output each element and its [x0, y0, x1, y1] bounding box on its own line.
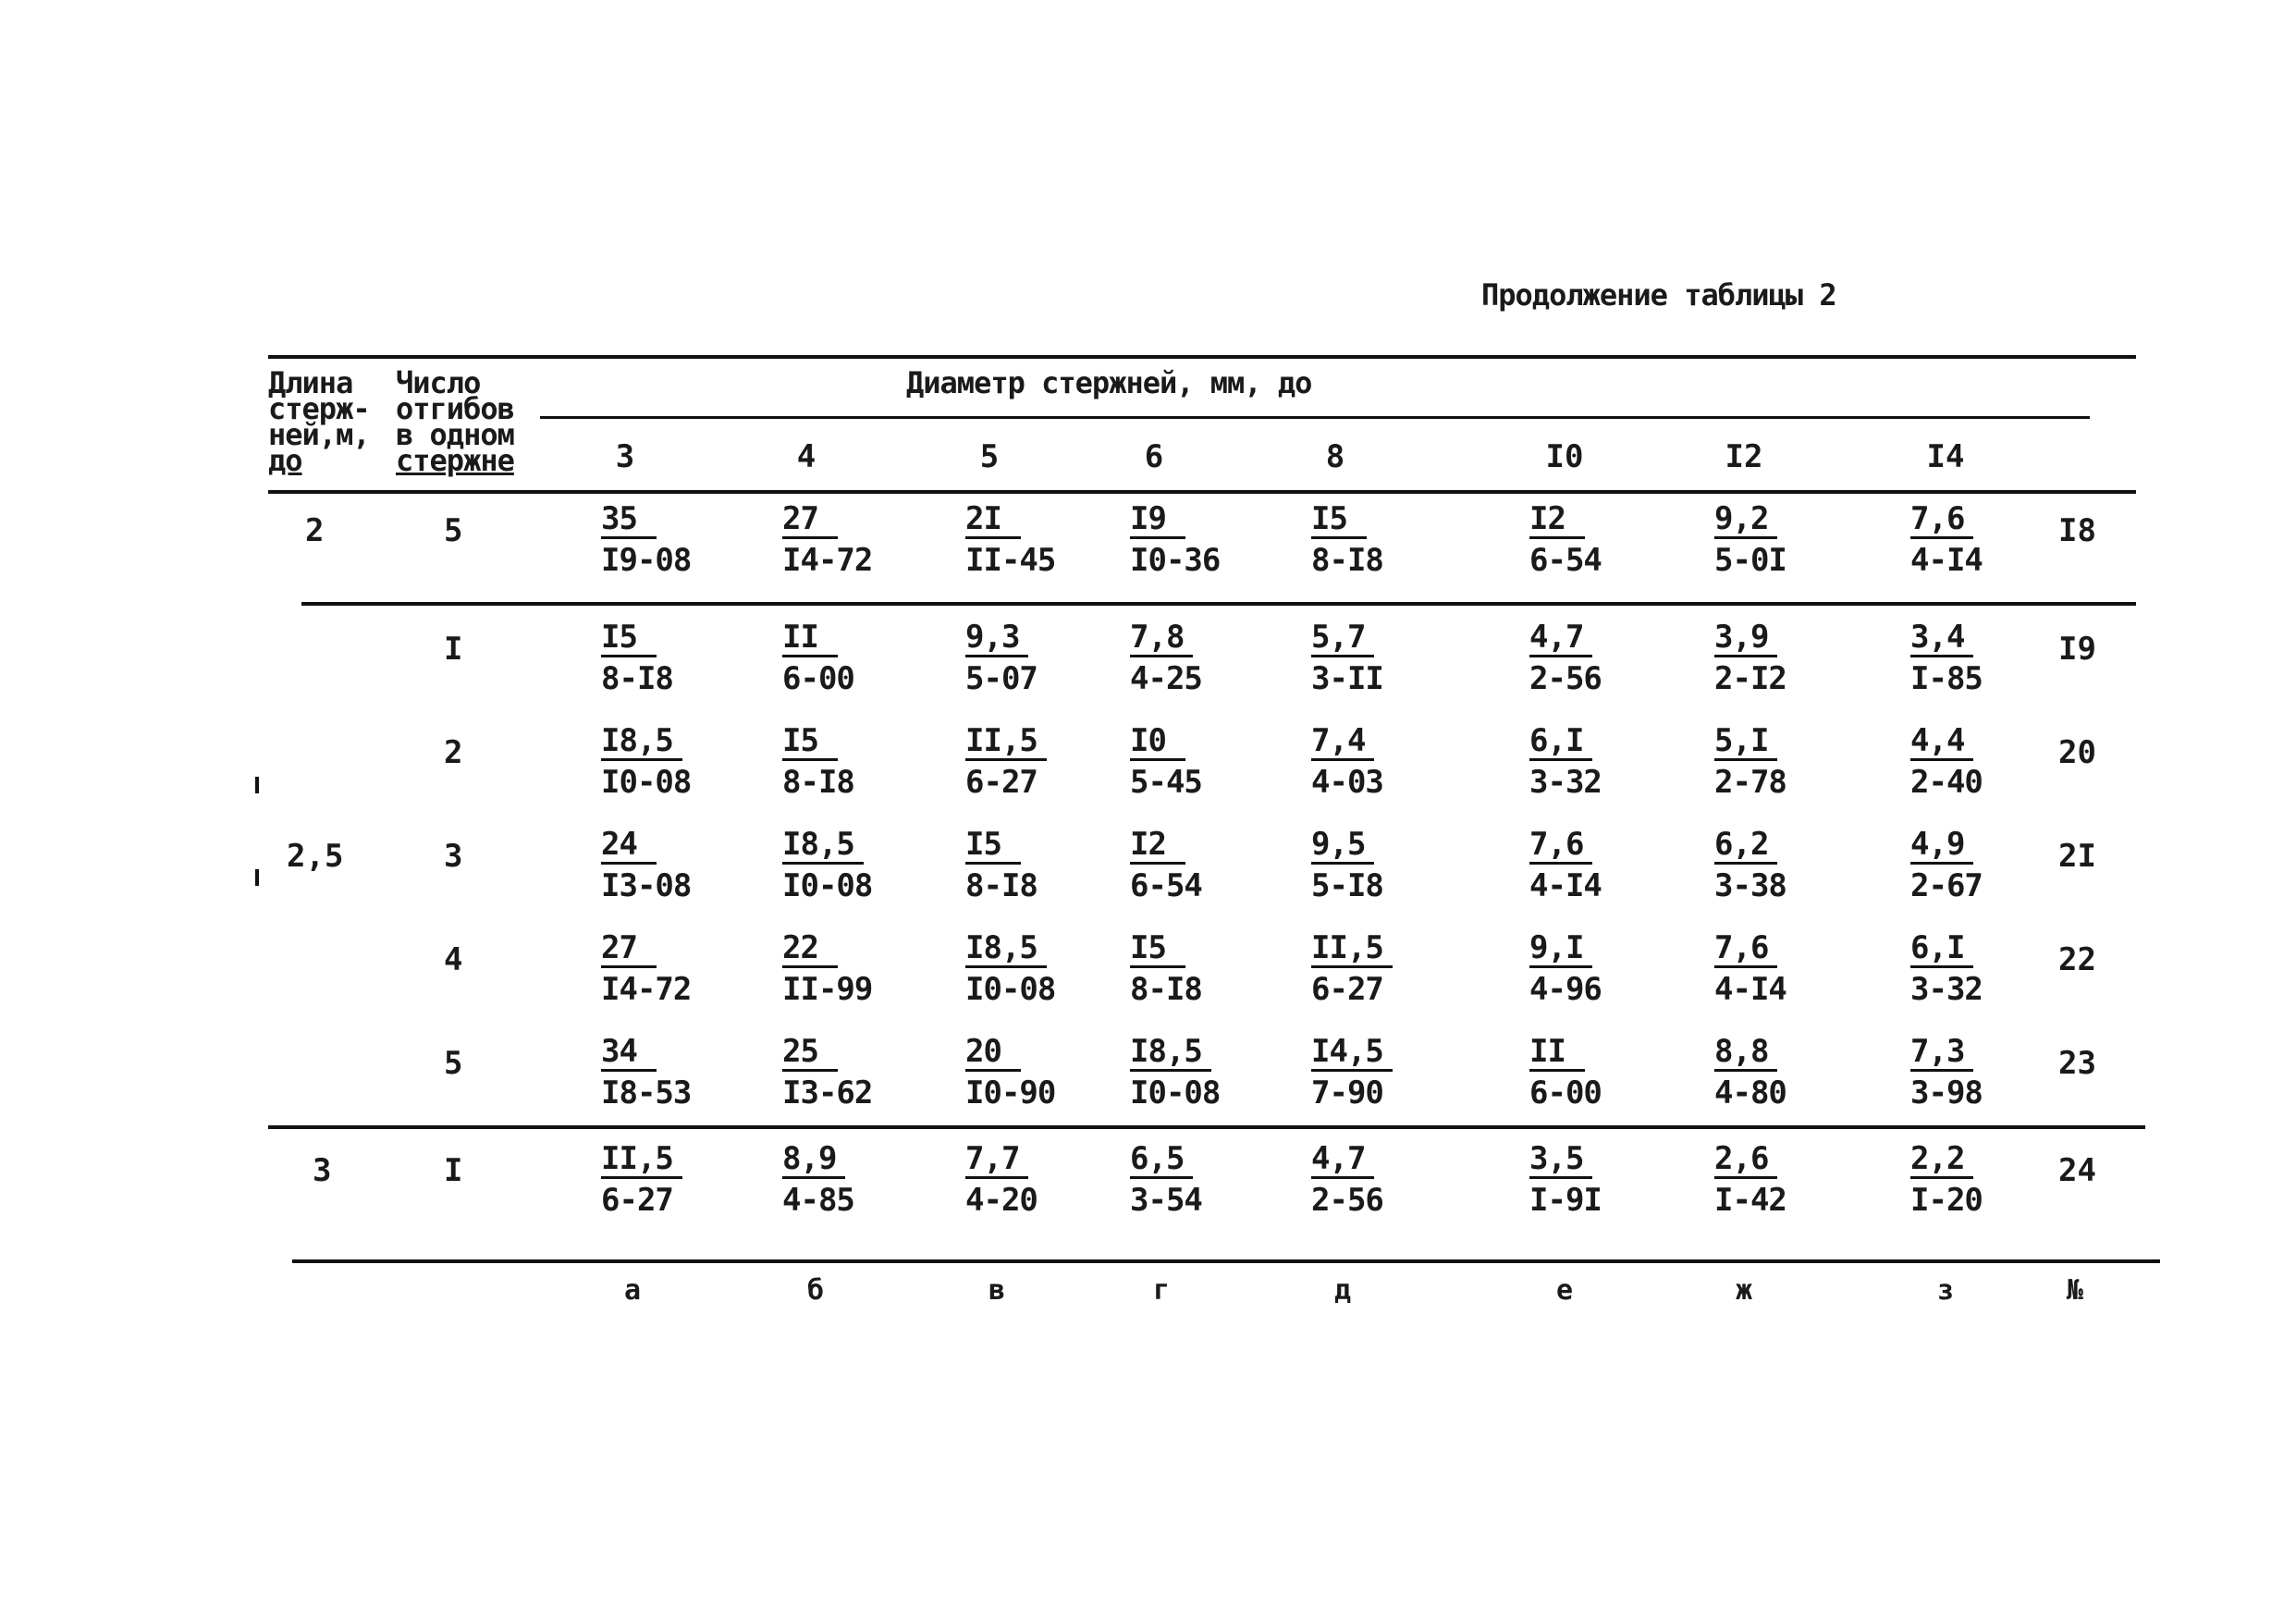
table-cell	[1910, 929, 1983, 1008]
table-cell	[1311, 1140, 1383, 1219]
cell-denominator: 4-96	[1529, 971, 1602, 1008]
cell-denominator: I3-62	[782, 1075, 873, 1111]
cell-numerator: 6,I	[1910, 932, 1973, 968]
column-letter-b: б	[806, 1274, 825, 1307]
cell-denominator: 4-80	[1714, 1075, 1786, 1111]
cell-denominator: 6-54	[1529, 542, 1602, 579]
cell-numerator: I2	[1529, 503, 1585, 539]
table-cell	[1529, 1033, 1602, 1111]
table-cell	[1529, 500, 1602, 579]
cell-denominator: 4-03	[1311, 764, 1383, 801]
diameter-col-3: 5	[979, 438, 1000, 475]
table-cell	[965, 619, 1037, 697]
row-number: 22	[2058, 941, 2096, 978]
table-cell	[965, 722, 1047, 801]
table-cell	[1130, 929, 1202, 1008]
cell-denominator: 5-45	[1130, 764, 1202, 801]
cell-denominator: I-85	[1910, 660, 1983, 697]
cell-numerator: II	[782, 621, 838, 657]
cell-numerator: 9,3	[965, 621, 1028, 657]
cell-denominator: II-99	[782, 971, 873, 1008]
table-cell	[1714, 722, 1786, 801]
table-cell	[601, 1033, 692, 1111]
cell-numerator: 3,5	[1529, 1143, 1592, 1179]
row-bends: 2	[444, 734, 463, 771]
column-letter-zh: ж	[1735, 1274, 1753, 1307]
cell-denominator: 2-56	[1311, 1182, 1383, 1219]
row-bends: 5	[444, 1045, 463, 1082]
row-number: 24	[2058, 1152, 2096, 1189]
cell-denominator: 3-54	[1130, 1182, 1202, 1219]
row-number: 20	[2058, 734, 2096, 771]
table-cell	[1130, 722, 1202, 801]
cell-denominator: I9-08	[601, 542, 692, 579]
table-cell	[1910, 500, 1983, 579]
table-cell	[1311, 722, 1383, 801]
cell-numerator: I5	[965, 829, 1021, 865]
column-letter-g: г	[1152, 1274, 1171, 1307]
cell-denominator: 6-27	[1311, 971, 1383, 1008]
diameter-col-8: I4	[1926, 438, 1965, 475]
table-cell	[782, 722, 854, 801]
table-cell	[1529, 929, 1602, 1008]
row-length: 2	[305, 512, 325, 549]
table-cell	[1130, 1033, 1221, 1111]
table-cell	[1714, 500, 1786, 579]
table-cell	[965, 826, 1037, 904]
section-rule-2	[268, 1125, 2145, 1129]
table-cell	[601, 1140, 682, 1219]
diameter-col-6: I0	[1545, 438, 1584, 475]
column-letter-v: в	[988, 1274, 1006, 1307]
table-cell	[1714, 1033, 1786, 1111]
column-letter-z: з	[1936, 1274, 1955, 1307]
cell-denominator: 6-27	[965, 764, 1037, 801]
cell-numerator: 7,6	[1529, 829, 1592, 865]
cell-numerator: 2I	[965, 503, 1021, 539]
cell-denominator: I-9I	[1529, 1182, 1602, 1219]
cell-numerator: I4,5	[1311, 1036, 1393, 1072]
cell-denominator: 5-I8	[1311, 867, 1383, 904]
table-cell	[1910, 722, 1983, 801]
diameter-col-4: 6	[1144, 438, 1164, 475]
cell-denominator: 4-25	[1130, 660, 1202, 697]
table-cell	[782, 619, 854, 697]
row-bends: 4	[444, 941, 463, 978]
cell-denominator: 8-I8	[782, 764, 854, 801]
table-cell	[601, 722, 692, 801]
table-cell	[965, 500, 1056, 579]
cell-numerator: II,5	[601, 1143, 682, 1179]
section-rule-1	[301, 602, 2136, 606]
cell-numerator: 24	[601, 829, 657, 865]
cell-denominator: 3-32	[1910, 971, 1983, 1008]
cell-denominator: 6-54	[1130, 867, 1202, 904]
cell-numerator: 7,7	[965, 1143, 1028, 1179]
row-bends: I	[444, 631, 463, 668]
cell-denominator: I0-36	[1130, 542, 1221, 579]
table-cell	[1311, 929, 1393, 1008]
cell-denominator: 2-67	[1910, 867, 1983, 904]
cell-denominator: 3-32	[1529, 764, 1602, 801]
cell-denominator: 6-00	[782, 660, 854, 697]
cell-denominator: 5-0I	[1714, 542, 1786, 579]
cell-numerator: 27	[601, 932, 657, 968]
column-letter-d: д	[1333, 1274, 1352, 1307]
cell-numerator: 7,6	[1714, 932, 1777, 968]
cell-denominator: 6-00	[1529, 1075, 1602, 1111]
cell-numerator: II,5	[965, 725, 1047, 761]
table-cell	[782, 500, 873, 579]
table-cell	[782, 826, 873, 904]
header-length: Длина стерж- ней,м, до	[268, 365, 370, 478]
table-cell	[601, 929, 692, 1008]
cell-numerator: 7,4	[1311, 725, 1374, 761]
cell-denominator: I0-90	[965, 1075, 1056, 1111]
diameter-col-7: I2	[1725, 438, 1763, 475]
table-cell	[965, 1140, 1037, 1219]
cell-numerator: 5,I	[1714, 725, 1777, 761]
cell-numerator: II	[1529, 1036, 1585, 1072]
diameter-col-1: 3	[615, 438, 635, 475]
cell-numerator: I8,5	[1130, 1036, 1211, 1072]
table-cell	[1130, 1140, 1202, 1219]
cell-numerator: I5	[1311, 503, 1367, 539]
table-cell	[1529, 1140, 1602, 1219]
cell-numerator: 35	[601, 503, 657, 539]
table-cell	[965, 929, 1056, 1008]
cell-denominator: 8-I8	[1311, 542, 1383, 579]
cell-numerator: 7,3	[1910, 1036, 1973, 1072]
header-bottom-rule	[268, 490, 2136, 494]
cell-numerator: 4,7	[1529, 621, 1592, 657]
row-bends: 3	[444, 838, 463, 875]
cell-numerator: 8,9	[782, 1143, 845, 1179]
table-cell	[1130, 826, 1202, 904]
cell-numerator: 9,I	[1529, 932, 1592, 968]
cell-denominator: 4-I4	[1714, 971, 1786, 1008]
cell-denominator: I0-08	[1130, 1075, 1221, 1111]
cell-numerator: 25	[782, 1036, 838, 1072]
cell-numerator: 6,2	[1714, 829, 1777, 865]
column-letter-a: а	[623, 1274, 642, 1307]
cell-numerator: 9,2	[1714, 503, 1777, 539]
cell-denominator: 8-I8	[601, 660, 673, 697]
table-cell	[1311, 619, 1383, 697]
table-caption: Продолжение таблицы 2	[1481, 277, 1836, 313]
cell-numerator: 2,2	[1910, 1143, 1973, 1179]
table-cell	[1714, 1140, 1786, 1219]
cell-denominator: 2-56	[1529, 660, 1602, 697]
row-bends: 5	[444, 512, 463, 549]
table-cell	[782, 1033, 873, 1111]
brace-tick-bottom	[255, 869, 259, 886]
cell-numerator: 20	[965, 1036, 1021, 1072]
table-cell	[782, 929, 873, 1008]
cell-denominator: 7-90	[1311, 1075, 1383, 1111]
table-cell	[1311, 1033, 1393, 1111]
cell-numerator: 7,8	[1130, 621, 1193, 657]
cell-denominator: II-45	[965, 542, 1056, 579]
bottom-rule	[292, 1259, 2160, 1263]
cell-numerator: 2,6	[1714, 1143, 1777, 1179]
cell-denominator: I4-72	[782, 542, 873, 579]
table-cell	[1910, 1033, 1983, 1111]
cell-denominator: 5-07	[965, 660, 1037, 697]
cell-numerator: 4,9	[1910, 829, 1973, 865]
cell-denominator: 3-II	[1311, 660, 1383, 697]
cell-numerator: II,5	[1311, 932, 1393, 968]
table-cell	[601, 826, 692, 904]
cell-numerator: 22	[782, 932, 838, 968]
cell-denominator: 4-I4	[1529, 867, 1602, 904]
cell-denominator: 2-I2	[1714, 660, 1786, 697]
table-cell	[1910, 826, 1983, 904]
cell-denominator: I8-53	[601, 1075, 692, 1111]
row-number: 2I	[2058, 838, 2096, 875]
cell-numerator: 5,7	[1311, 621, 1374, 657]
table-cell	[601, 500, 692, 579]
row-length: 2,5	[287, 838, 344, 875]
cell-numerator: I5	[601, 621, 657, 657]
cell-numerator: 6,I	[1529, 725, 1592, 761]
row-number: I9	[2058, 631, 2096, 668]
cell-numerator: I5	[1130, 932, 1185, 968]
top-rule	[268, 355, 2136, 359]
cell-numerator: I5	[782, 725, 838, 761]
table-cell	[1714, 929, 1786, 1008]
diameter-col-2: 4	[796, 438, 816, 475]
cell-numerator: 3,4	[1910, 621, 1973, 657]
cell-denominator: I3-08	[601, 867, 692, 904]
cell-denominator: 2-78	[1714, 764, 1786, 801]
cell-numerator: 6,5	[1130, 1143, 1193, 1179]
cell-denominator: 8-I8	[965, 867, 1037, 904]
diameter-col-5: 8	[1325, 438, 1345, 475]
cell-denominator: I-42	[1714, 1182, 1786, 1219]
table-cell	[1529, 619, 1602, 697]
cell-numerator: I0	[1130, 725, 1185, 761]
table-cell	[782, 1140, 854, 1219]
cell-numerator: 4,7	[1311, 1143, 1374, 1179]
cell-denominator: 8-I8	[1130, 971, 1202, 1008]
cell-numerator: 27	[782, 503, 838, 539]
cell-denominator: I-20	[1910, 1182, 1983, 1219]
cell-denominator: 4-20	[965, 1182, 1037, 1219]
column-letter-e: е	[1555, 1274, 1574, 1307]
cell-numerator: I8,5	[965, 932, 1047, 968]
diameter-underline	[540, 416, 2090, 419]
cell-denominator: 2-40	[1910, 764, 1983, 801]
table-cell	[1910, 1140, 1983, 1219]
brace-tick-top	[255, 777, 259, 793]
cell-denominator: I4-72	[601, 971, 692, 1008]
table-cell	[1311, 826, 1383, 904]
table-cell	[601, 619, 673, 697]
header-bends: Число отгибов в одном стержне	[396, 365, 514, 478]
cell-denominator: 4-85	[782, 1182, 854, 1219]
cell-numerator: 34	[601, 1036, 657, 1072]
table-cell	[1714, 826, 1786, 904]
cell-denominator: 3-98	[1910, 1075, 1983, 1111]
table-cell	[1529, 722, 1602, 801]
cell-numerator: I2	[1130, 829, 1185, 865]
cell-numerator: 7,6	[1910, 503, 1973, 539]
table-cell	[1130, 500, 1221, 579]
table-cell	[1714, 619, 1786, 697]
cell-numerator: 4,4	[1910, 725, 1973, 761]
row-length: 3	[313, 1152, 332, 1189]
header-diameter: Диаметр стержней, мм, до	[906, 365, 1312, 400]
column-letter-number: №	[2066, 1274, 2084, 1307]
cell-numerator: I8,5	[601, 725, 682, 761]
table-cell	[1130, 619, 1202, 697]
row-bends: I	[444, 1152, 463, 1189]
cell-numerator: I9	[1130, 503, 1185, 539]
table-cell	[1529, 826, 1602, 904]
cell-numerator: 9,5	[1311, 829, 1374, 865]
cell-denominator: I0-08	[601, 764, 692, 801]
cell-denominator: 3-38	[1714, 867, 1786, 904]
table-cell	[1311, 500, 1383, 579]
table-cell	[965, 1033, 1056, 1111]
cell-numerator: 8,8	[1714, 1036, 1777, 1072]
cell-denominator: 6-27	[601, 1182, 673, 1219]
row-number: I8	[2058, 512, 2096, 549]
cell-numerator: 3,9	[1714, 621, 1777, 657]
cell-numerator: I8,5	[782, 829, 864, 865]
table-cell	[1910, 619, 1983, 697]
row-number: 23	[2058, 1045, 2096, 1082]
cell-denominator: 4-I4	[1910, 542, 1983, 579]
cell-denominator: I0-08	[965, 971, 1056, 1008]
cell-denominator: I0-08	[782, 867, 873, 904]
